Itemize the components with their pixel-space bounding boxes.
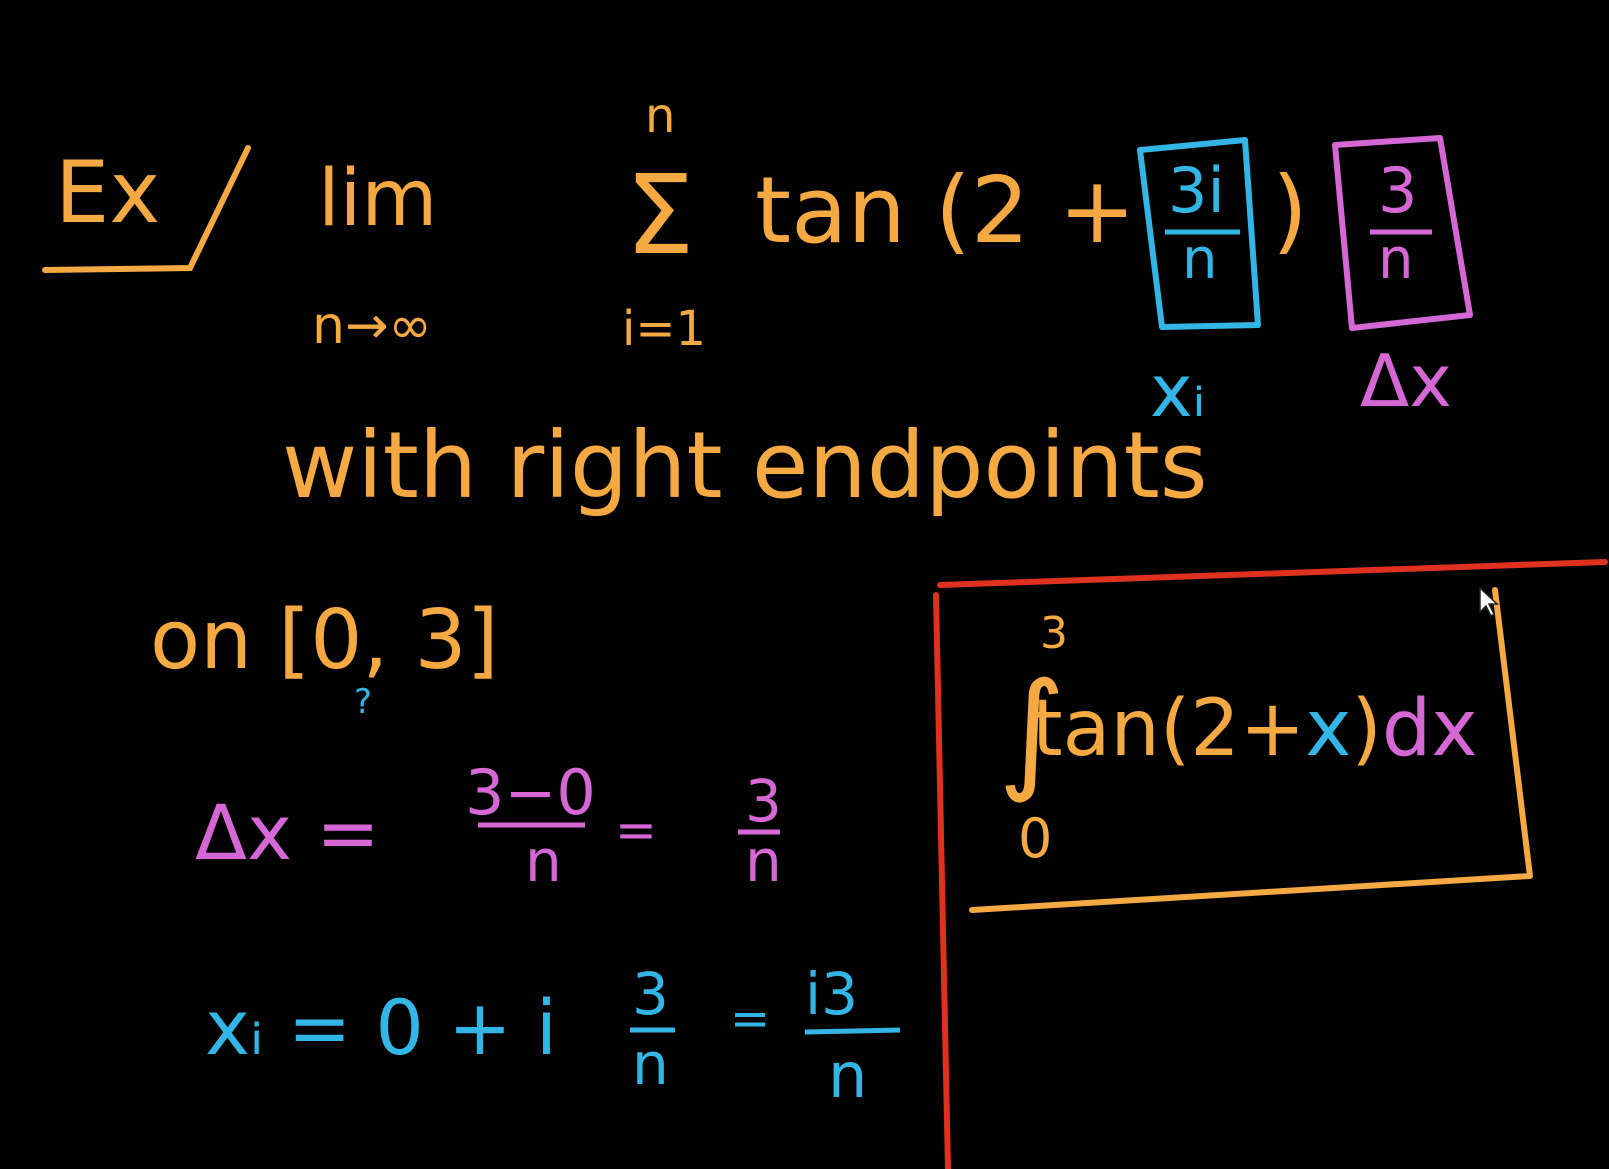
sum-lower-bound: i=1 <box>622 301 707 357</box>
limit-label: lim <box>318 154 438 244</box>
integral-upper-bound: 3 <box>1040 608 1068 659</box>
limit-subscript: n→∞ <box>312 296 432 356</box>
xi-work-denominator: n <box>632 1030 669 1098</box>
dx-result-denominator: n <box>745 827 782 895</box>
sigma-icon: Σ <box>625 151 695 279</box>
integral-dx: dx <box>1381 684 1478 774</box>
dx-work-numerator: 3−0 <box>465 756 596 829</box>
dx-lhs: Δx = <box>195 788 380 877</box>
dx-denominator: n <box>1378 227 1414 292</box>
red-divider-vertical <box>936 595 948 1169</box>
integral-close-paren: ) <box>1351 684 1382 774</box>
integral-sign-icon: ∫ <box>998 654 1066 806</box>
tan-prefix: tan (2 + <box>755 157 1136 264</box>
example-label: Ex <box>55 143 161 243</box>
xi-annotation: xᵢ <box>1150 349 1206 433</box>
xi-lhs: xᵢ = 0 + i <box>205 983 558 1072</box>
integral-x: x <box>1305 684 1352 774</box>
tan-close-paren: ) <box>1272 157 1308 264</box>
dx-numerator: 3 <box>1378 154 1418 227</box>
red-divider-horizontal <box>940 562 1605 585</box>
interval-text: on [0, 3] <box>150 593 499 688</box>
right-endpoints-text: with right endpoints <box>282 412 1208 519</box>
integral-tan-open: tan(2+ <box>1032 684 1306 774</box>
dx-result-numerator: 3 <box>745 767 782 835</box>
dx-work-denominator: n <box>525 827 562 895</box>
dx-work-equals: = <box>615 801 657 859</box>
dx-annotation: Δx <box>1360 339 1452 423</box>
xi-denominator: n <box>1182 227 1218 292</box>
interval-question-mark: ? <box>354 682 373 722</box>
xi-work-numerator: 3 <box>632 960 669 1028</box>
xi-result-numerator: i3 <box>805 960 859 1028</box>
xi-result-bar <box>805 1030 900 1032</box>
integral-body <box>1032 684 1478 774</box>
sum-upper-bound: n <box>645 88 676 144</box>
xi-result-denominator: n <box>828 1039 868 1112</box>
xi-work-equals: = <box>730 991 771 1047</box>
xi-numerator: 3i <box>1168 154 1225 227</box>
integral-lower-bound: 0 <box>1018 807 1053 870</box>
